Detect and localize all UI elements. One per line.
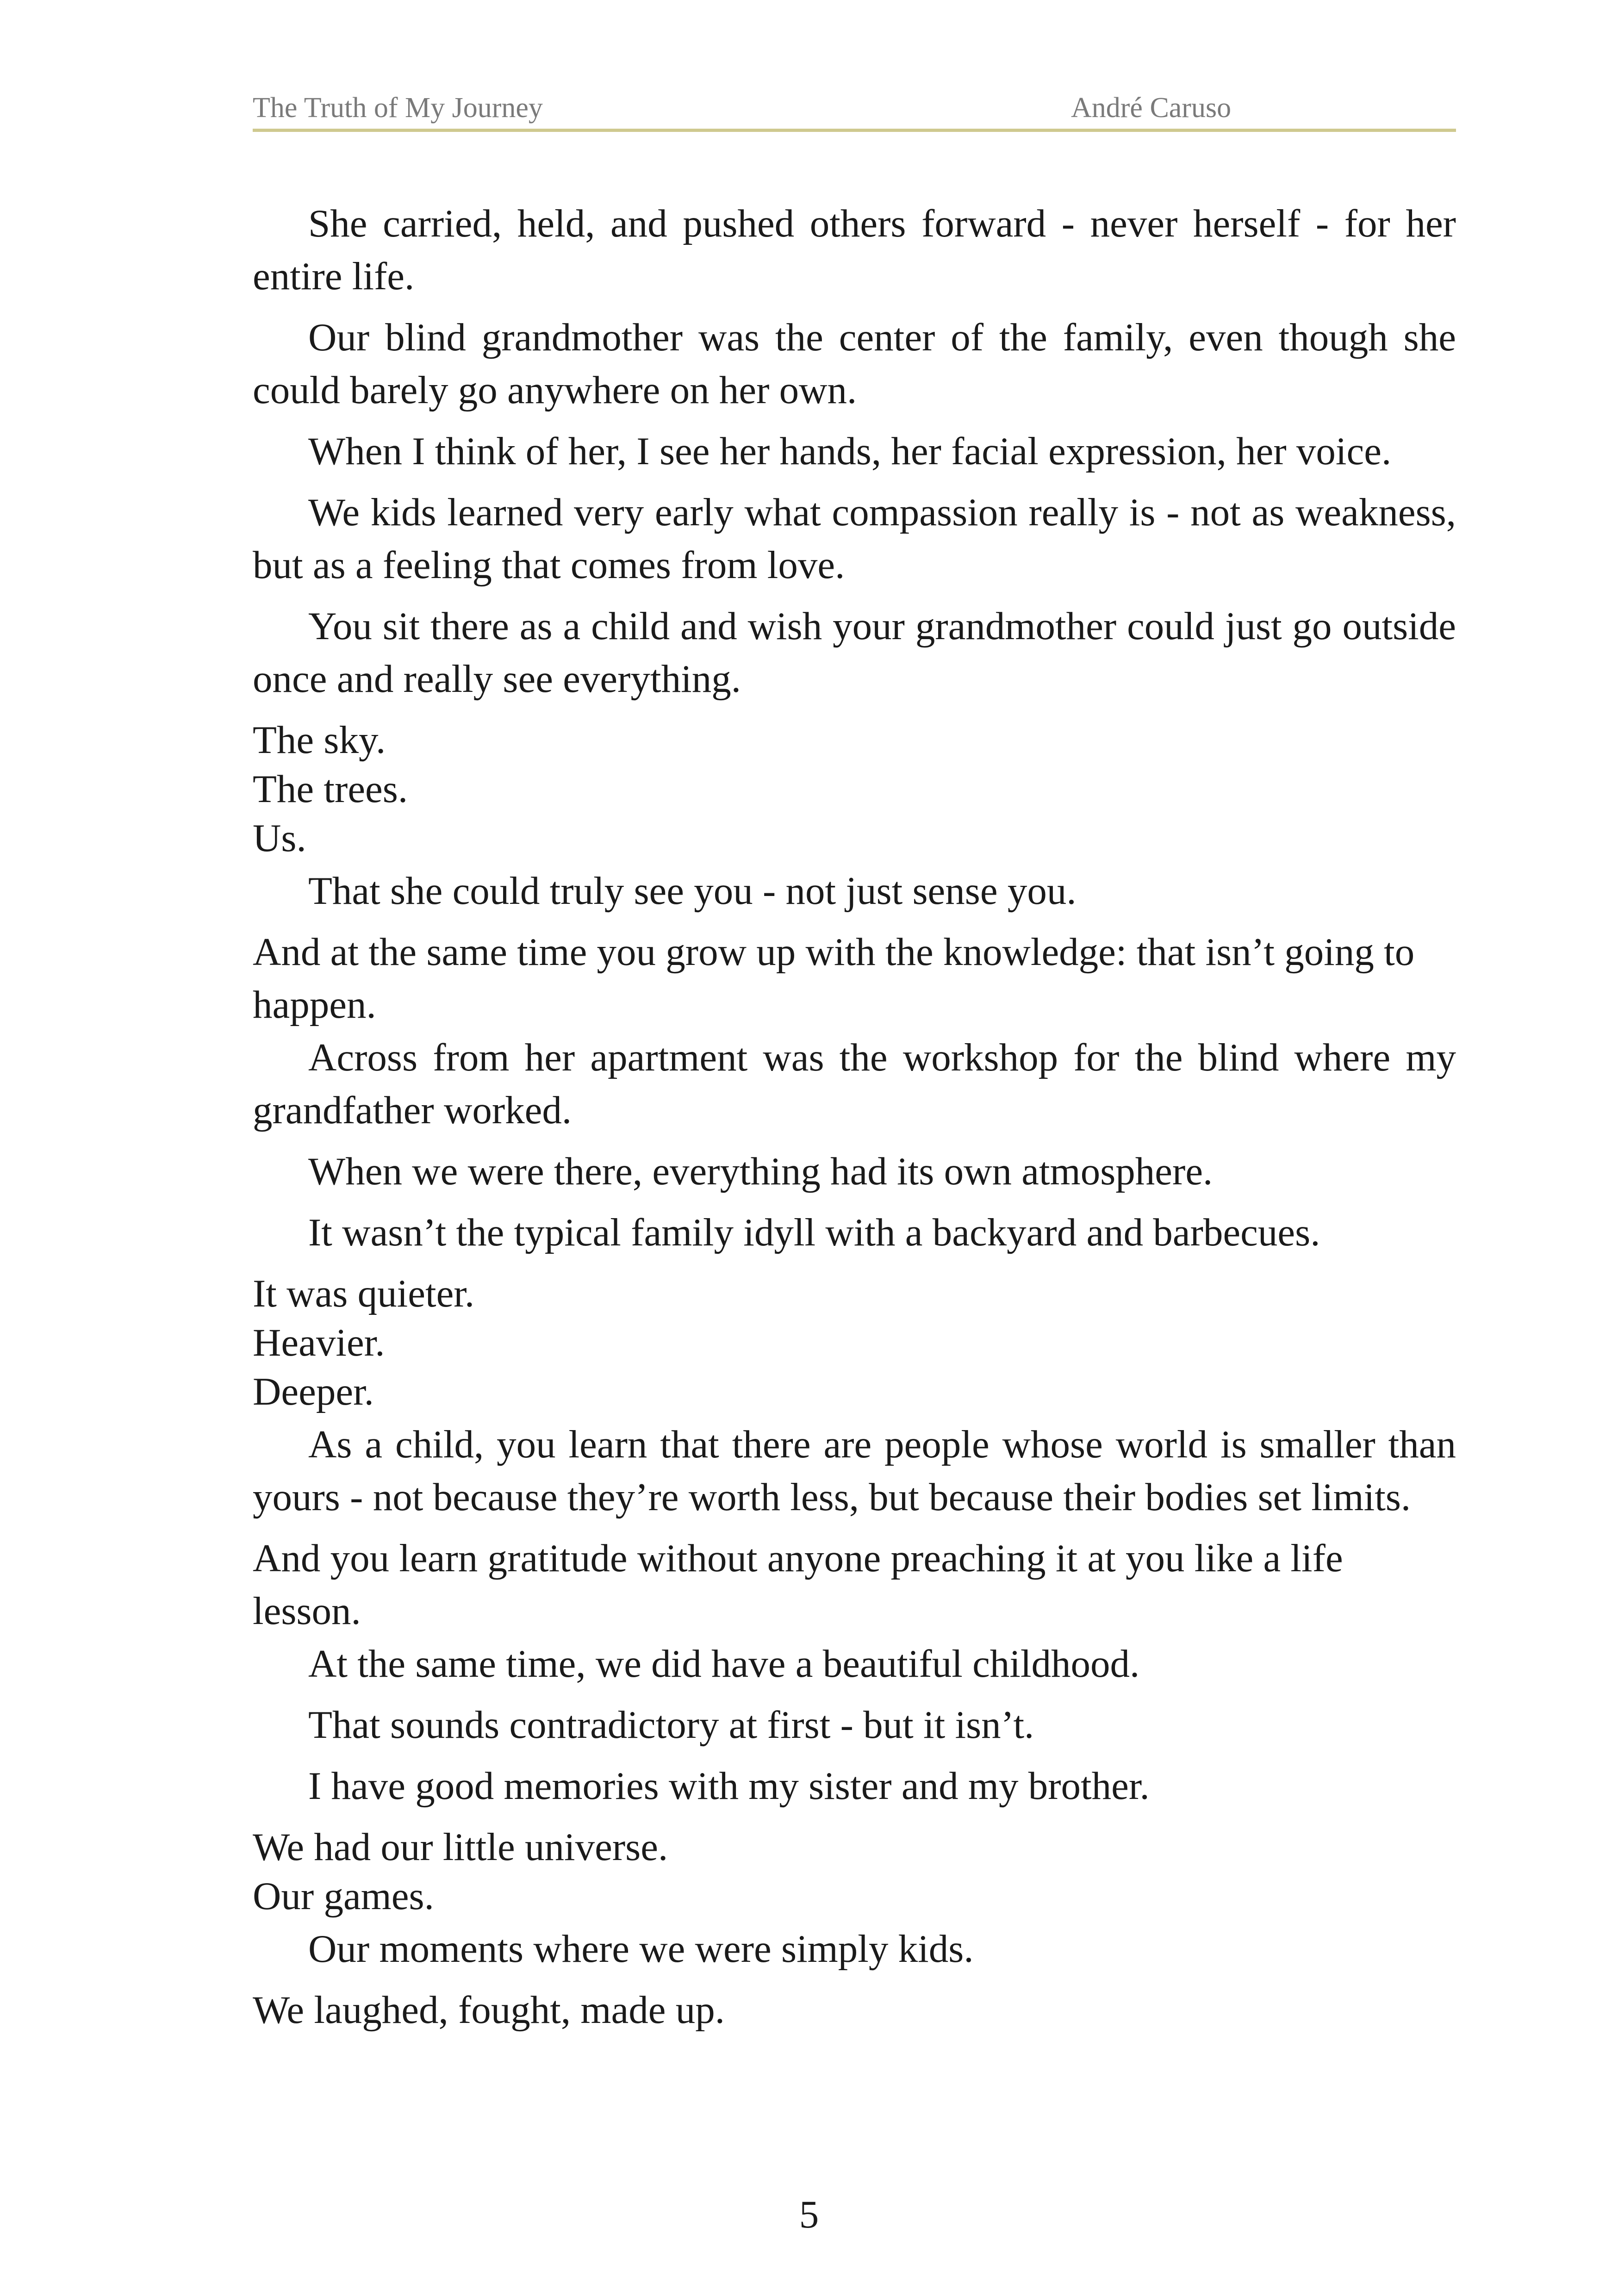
- paragraph: Across from her apartment was the workshop for the blind where my grandfather worked.: [253, 1036, 1456, 1132]
- paragraph: Our games.: [253, 1874, 434, 1918]
- paragraph: She carried, held, and pushed others forward - never herself - for her entire life.: [253, 202, 1456, 298]
- paragraph: It wasn’t the typical family idyll with a backyard and barbecues.: [308, 1211, 1320, 1254]
- paragraph: We had our little universe.: [253, 1825, 668, 1869]
- paragraph: You sit there as a child and wish your grandmother could just go outside once and really see everything.: [253, 604, 1456, 701]
- author-name: André Caruso: [1071, 92, 1232, 124]
- paragraph: The sky.: [253, 718, 386, 762]
- paragraph: At the same time, we did have a beautiful childhood.: [308, 1642, 1140, 1686]
- paragraph: We kids learned very early what compassion really is - not as weakness, but as a feeling that comes from love.: [253, 491, 1456, 587]
- paragraph: When we were there, everything had its own atmosphere.: [308, 1150, 1213, 1193]
- paragraph: When I think of her, I see her hands, her facial expression, her voice.: [308, 429, 1392, 473]
- page-body: [253, 197, 1456, 2036]
- paragraph: That sounds contradictory at first - but it isn’t.: [308, 1703, 1034, 1747]
- paragraph: I have good memories with my sister and my brother.: [308, 1764, 1150, 1808]
- paragraph: And you learn gratitude without anyone preaching it at you like a life lesson.: [253, 1537, 1343, 1633]
- paragraph: The trees.: [253, 767, 408, 811]
- paragraph: Heavier.: [253, 1321, 385, 1364]
- paragraph: Our blind grandmother was the center of the family, even though she could barely go anywhere on her own.: [253, 316, 1456, 412]
- page-number: 5: [799, 2193, 819, 2236]
- paragraph: Us.: [253, 816, 306, 860]
- running-header: [253, 87, 1456, 132]
- paragraph: Our moments where we were simply kids.: [308, 1927, 974, 1971]
- paragraph: It was quieter.: [253, 1272, 475, 1315]
- paragraph: Deeper.: [253, 1370, 374, 1413]
- paragraph: We laughed, fought, made up.: [253, 1988, 725, 2032]
- book-title: The Truth of My Journey: [253, 92, 543, 124]
- paragraph: As a child, you learn that there are people whose world is smaller than yours - not because they’re worth less, but because their bodies set limits.: [253, 1423, 1456, 1519]
- paragraph: And at the same time you grow up with the knowledge: that isn’t going to happen.: [253, 930, 1415, 1027]
- paragraph: That she could truly see you - not just sense you.: [308, 869, 1077, 913]
